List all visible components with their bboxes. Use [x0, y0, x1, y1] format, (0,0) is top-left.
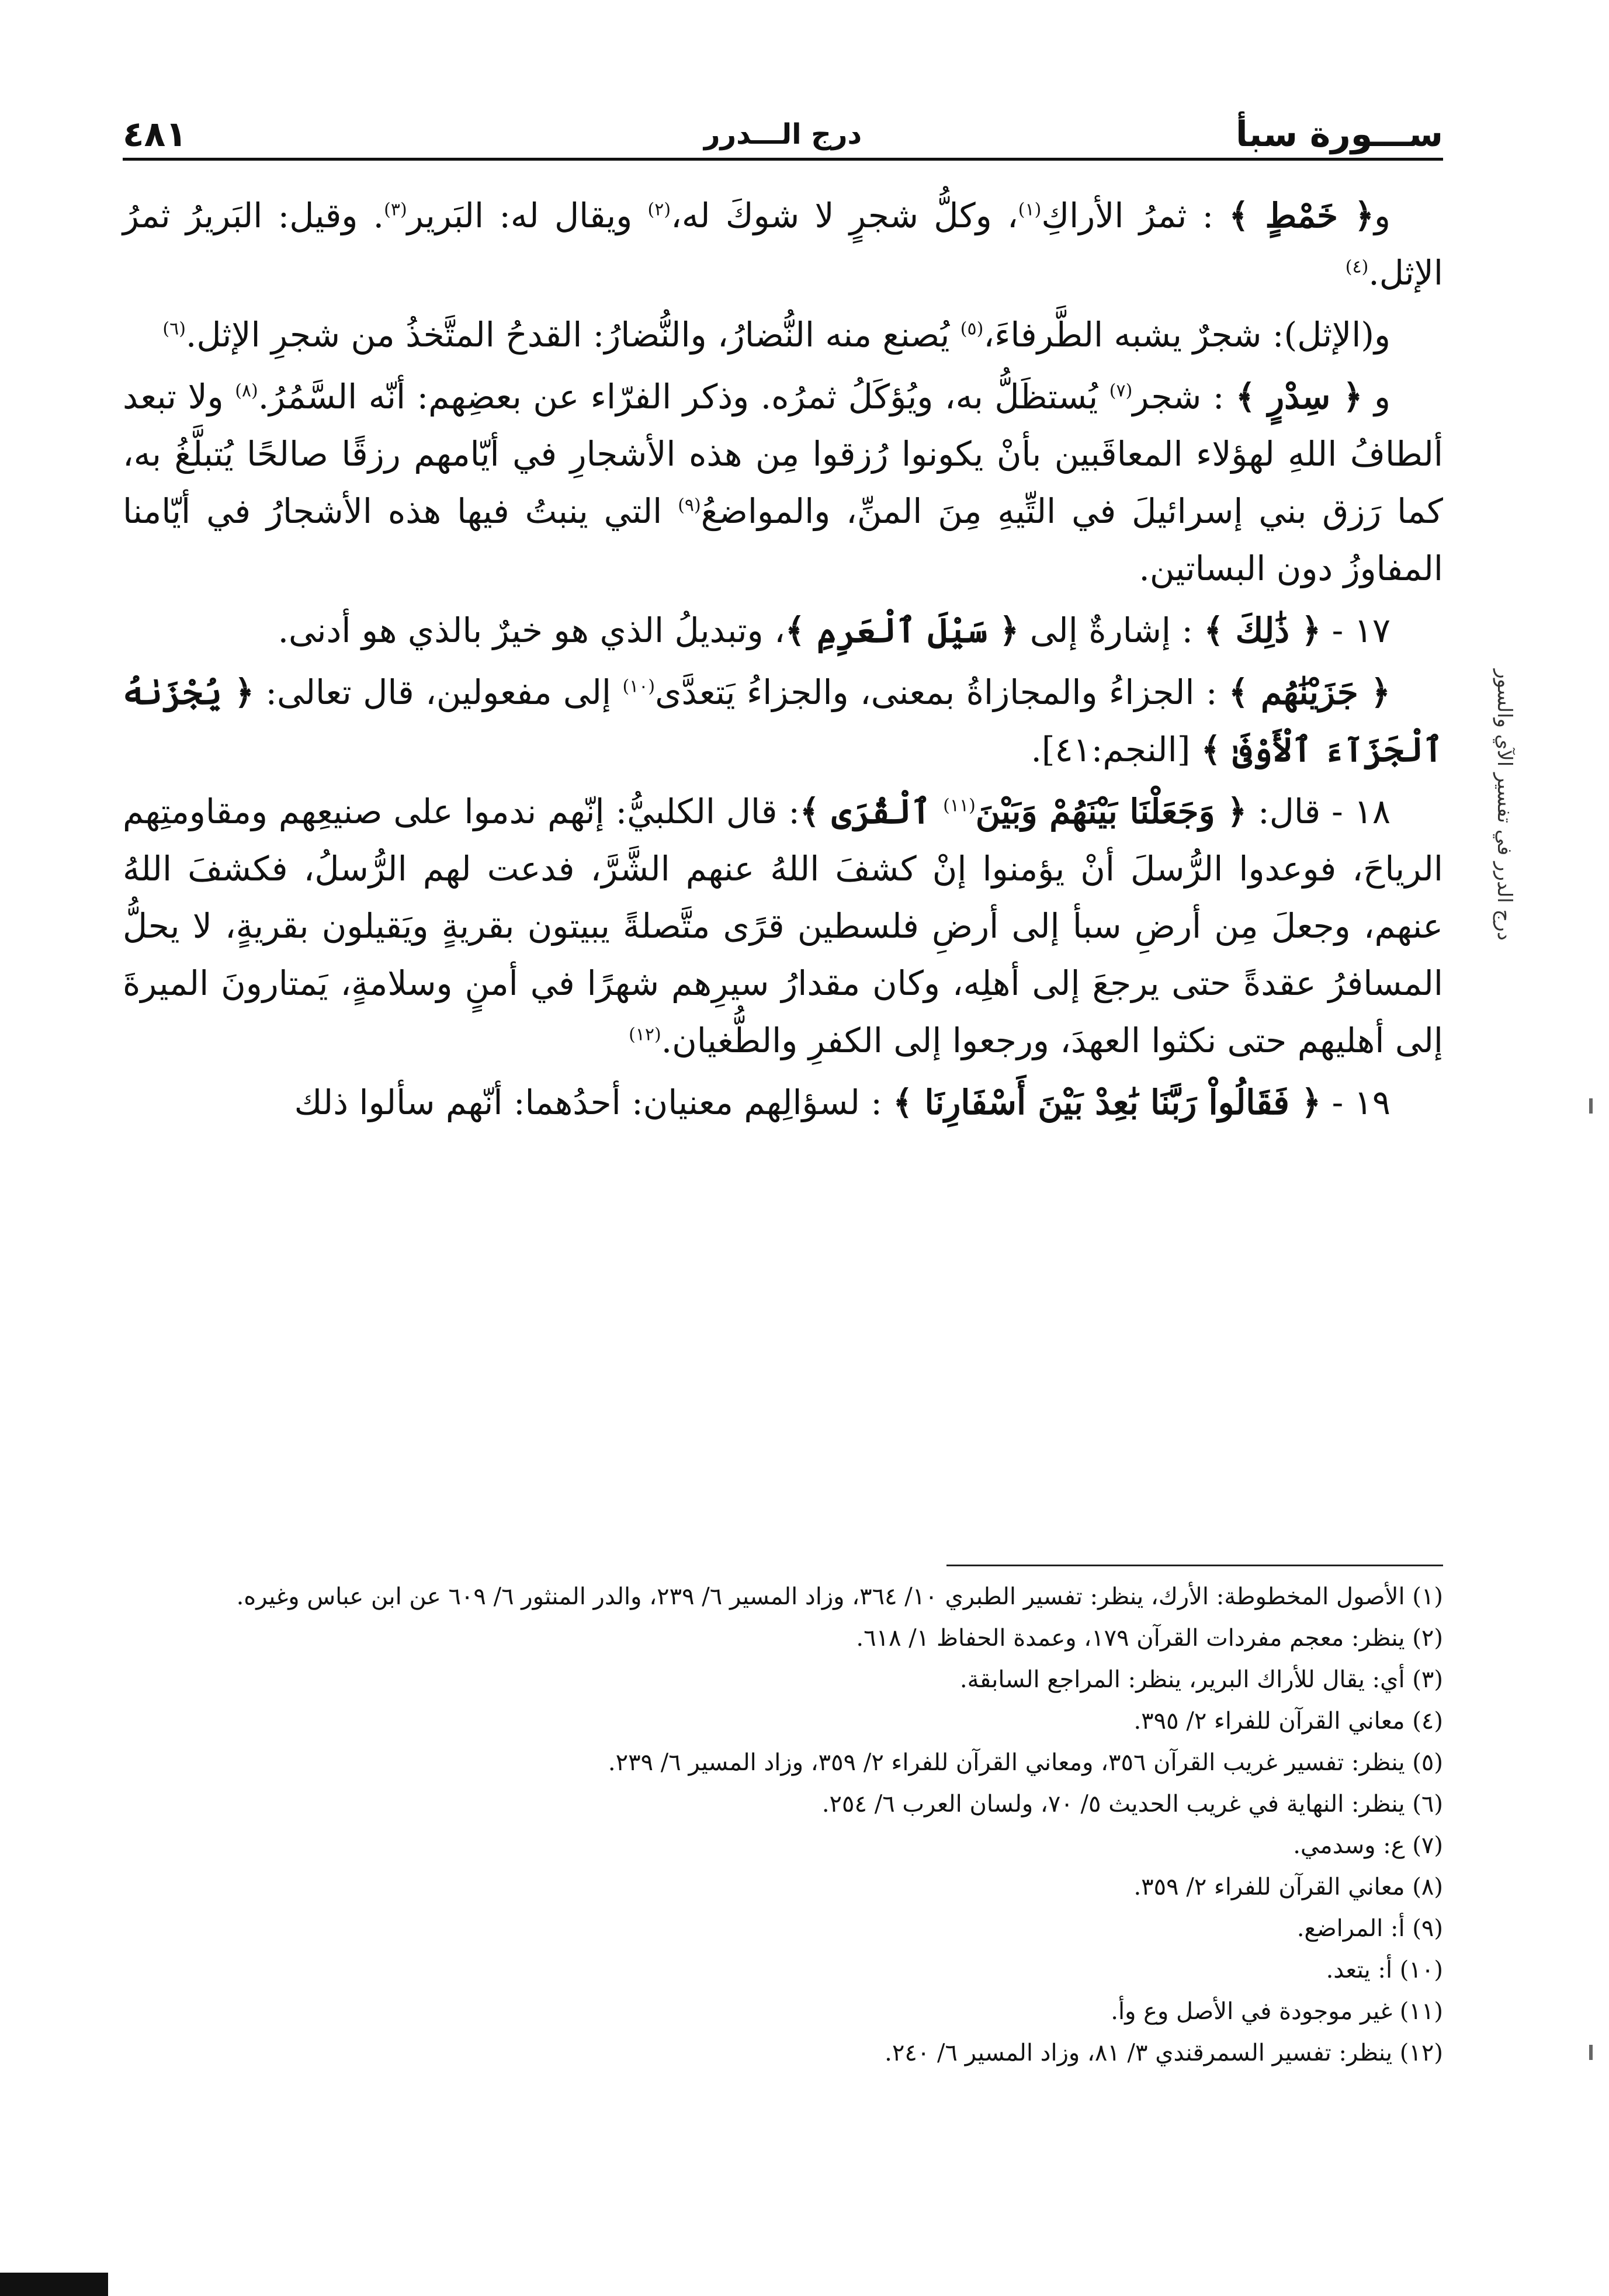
quran-quote: ﴿ سِدْرٍ ﴾ [1235, 377, 1363, 417]
scan-speck [1589, 1098, 1593, 1114]
footnote: (٧) ع: وسدمي. [1293, 1832, 1443, 1859]
footnote-ref: (٣) [384, 199, 407, 220]
text-run: : الجزاءُ والمجازاةُ بمعنى، والجزاءُ يَتعدَّى [655, 672, 1229, 712]
text-run: يُصنع منه النُّضارُ، والنُّضارُ: القدحُ المتَّخذُ من شجرِ الإثل. [185, 315, 960, 355]
footnote: (٢) ينظر: معجم مفردات القرآن ١٧٩، وعمدة الحفاظ ١/ ٦١٨. [856, 1625, 1443, 1652]
text-run: ١٨ - قال: [1247, 792, 1390, 831]
footnote: (٤) معاني القرآن للفراء ٢/ ٣٩٥. [1133, 1708, 1443, 1735]
footnote-ref: (١٢) [629, 1024, 661, 1045]
footnotes [123, 1576, 1443, 2074]
footnote: (١٠) أ: يتعد. [1326, 1957, 1443, 1983]
paragraph [123, 306, 1443, 363]
quran-quote: ﴿ فَقَالُواْ رَبَّنَا بَٰعِدْ بَيْنَ أَسْفَارِنَا ﴾ [893, 1083, 1322, 1122]
text-run: ويقال له: البَرير [407, 196, 648, 235]
footnote-ref: (٧) [1109, 380, 1133, 401]
footnote-ref: (٦) [162, 318, 186, 339]
running-header [123, 111, 1443, 161]
footnote-ref: (٢) [647, 199, 671, 220]
text-run: إلى مفعولين، قال تعالى: [254, 672, 623, 712]
footnote-ref: (١٠) [622, 676, 656, 697]
footnote-ref: (٥) [960, 318, 984, 339]
quran-quote: ﴿ ذَٰلِكَ ﴾ [1204, 611, 1322, 650]
text-run: [النجم:٤١]. [1031, 730, 1201, 769]
surah-title: ســـورة سبأ [1235, 114, 1443, 155]
footnote-ref: (٤) [1345, 256, 1369, 278]
quran-quote: ﴿ وَجَعَلْنَا بَيْنَهُمْ وَبَيْنَ [975, 792, 1247, 831]
paragraph [123, 664, 1443, 778]
book-page [123, 88, 1443, 2191]
book-title: درج الـــدرر [703, 118, 862, 151]
footnote-ref: (١) [1018, 199, 1042, 220]
footnote-ref: (٩) [678, 495, 701, 516]
paragraph [123, 368, 1443, 597]
text-run: : شجر [1132, 377, 1236, 417]
footnote-ref: (١١) [943, 795, 976, 816]
quran-quote: ﴿ جَزَيْنَٰهُم ﴾ [1228, 672, 1390, 712]
side-book-title: درج الدرر في تفسير الآي والسور [1493, 669, 1516, 941]
footnote: (٩) أ: المراضع. [1296, 1915, 1443, 1942]
quran-quote: ﴿ خَمْطٍ ﴾ [1229, 196, 1374, 235]
text-run: التي ينبتُ فيها هذه الأشجارُ في أيّامنا المفاوزُ دون البساتين. [123, 491, 1443, 588]
paragraph [123, 1074, 1443, 1131]
quran-quote: ﴿ سَيْلَ ٱلْعَرِمِ ﴾ [785, 611, 1020, 650]
text-run: يُستظَلُّ به، ويُؤكَلُ ثمرُه. وذكر الفرّاء عن بعضِهم: أنّه السَّمُرُ. [258, 377, 1109, 417]
footnote-ref: (٨) [235, 380, 258, 401]
text-run: ، وكلُّ شجرٍ لا شوكَ له، [671, 196, 1018, 235]
text-run: : ثمرُ الأراكِ [1041, 196, 1229, 235]
quran-quote: ﴿ يُجْزَىٰهُ ٱلْجَزَآءَ ٱلْأَوْفَىٰ ﴾ [123, 672, 1443, 769]
main-text [123, 187, 1443, 1136]
footnote: (٨) معاني القرآن للفراء ٢/ ٣٥٩. [1133, 1874, 1443, 1900]
text-run: ١٧ - [1321, 611, 1390, 650]
scan-edge-mark [0, 2273, 108, 2296]
footnote: (١) الأصول المخطوطة: الأرك، ينظر: تفسير الطبري ١٠/ ٣٦٤، وزاد المسير ٦/ ٢٣٩، والدر المنثور ٦/ ٦٠٩ عن ابن عباس وغيره. [236, 1583, 1443, 1610]
text-run: ١٩ - [1321, 1083, 1390, 1122]
paragraph [123, 602, 1443, 659]
text-run: : قال الكلبيُّ: إنّهم ندموا على صنيعِهم ومقاومتِهم الرياحَ، فوعدوا الرُّسلَ أنْ يؤمنوا إنْ كشفَ اللهُ عنهم الشَّرَّ، فدعت لهم الرُّسلُ، فكشفَ اللهُ عنهم، وجعلَ مِن أرضِ سبأ إلى أرضِ فلسطين قرًى متَّصلةً يبيتون بقريةٍ ويَقيلون بقريةٍ، لا يحلُّ المسافرُ عقدةً حتى يرجعَ إلى أهلِه، وكان مقدارُ سيرِهم شهرًا في أمنٍ وسلامةٍ، يَمتارونَ الميرةَ إلى أهليهم حتى نكثوا العهدَ، ورجعوا إلى الكفرِ والطُّغيان. [123, 792, 1443, 1060]
footnote-separator [946, 1565, 1443, 1566]
footnote: (١٢) ينظر: تفسير السمرقندي ٣/ ٨١، وزاد المسير ٦/ ٢٤٠. [885, 2040, 1443, 2066]
text-run: و(الإثل): شجرٌ يشبه الطَّرفاءَ، [983, 315, 1390, 355]
text-run: : إشارةٌ إلى [1019, 611, 1204, 650]
page-number: ٤٨١ [123, 114, 187, 155]
footnote: (٣) أي: يقال للأراك البرير، ينظر: المراجع السابقة. [959, 1666, 1443, 1693]
text-run: و [1374, 196, 1390, 235]
footnote: (١١) غير موجودة في الأصل وع وأ. [1111, 1998, 1443, 2025]
quran-quote: ٱلْقُرَى ﴾ [799, 792, 944, 831]
footnote: (٥) ينظر: تفسير غريب القرآن ٣٥٦، ومعاني القرآن للفراء ٢/ ٣٥٩، وزاد المسير ٦/ ٢٣٩. [608, 1749, 1443, 1776]
text-run: . وقيل: البَريرُ ثمرُ الإثل. [123, 196, 1443, 293]
text-run: ولا تبعد ألطافُ اللهِ لهؤلاء المعاقَبين بأنْ يكونوا رُزقوا مِن هذه الأشجارِ في أيّامهم رزقًا صالحًا يُتبلَّغُ به، كما رَزق بني إسرائيلَ في التِّيهِ مِنَ المنِّ، والمواضعُ [123, 377, 1443, 531]
text-run: و [1362, 377, 1391, 417]
paragraph [123, 783, 1443, 1069]
scan-speck [1589, 2045, 1593, 2060]
text-run: ، وتبديلُ الذي هو خيرٌ بالذي هو أدنى. [278, 611, 785, 650]
paragraph [123, 187, 1443, 301]
footnote: (٦) ينظر: النهاية في غريب الحديث ٥/ ٧٠، ولسان العرب ٦/ ٢٥٤. [821, 1791, 1443, 1818]
text-run: : لسؤالِهم معنيان: أحدُهما: أنّهم سألوا ذلك [294, 1083, 893, 1122]
